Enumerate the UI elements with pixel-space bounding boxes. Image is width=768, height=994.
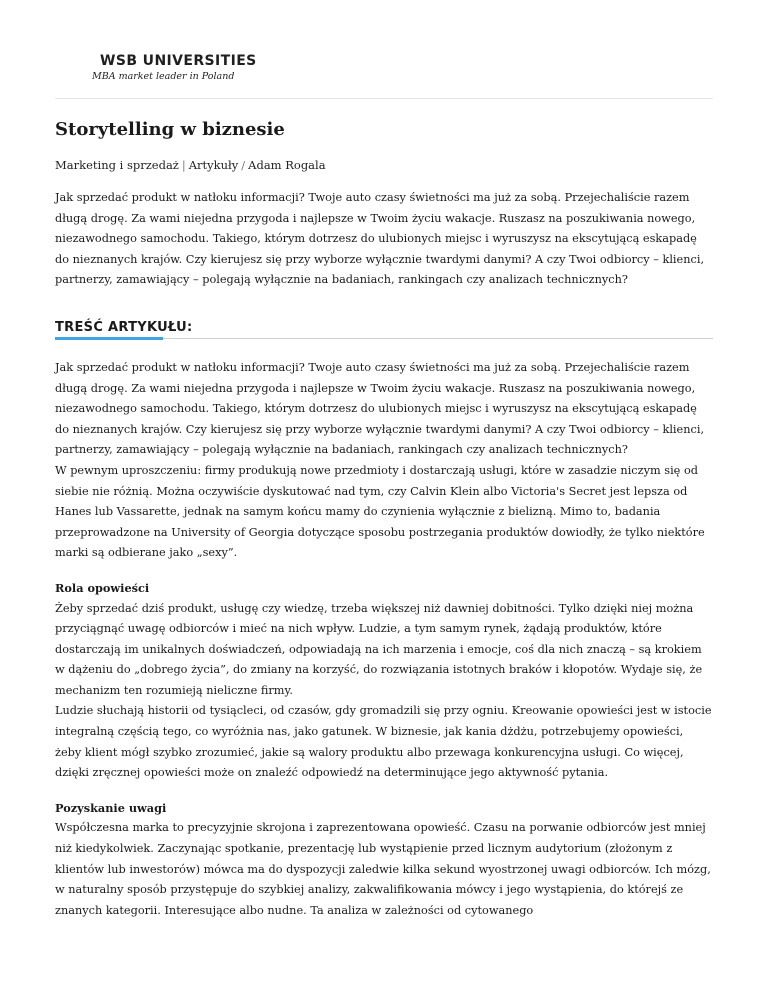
document-page bbox=[55, 0, 713, 921]
body-paragraph: Współczesna marka to precyzyjnie skrojona i zaprezentowana opowieść. Czasu na porwanie odbiorców jest mniej niż kiedykolwiek. Zaczynając spotkanie, prezentację lub wystąpienie przed licznym audytorium (złożonym z klientów lub inwestorów) mówca ma do dyspozycji zaledwie kilka sekund wyostrzonej uwagi odbiorców. Ich mózg, w naturalny sposób przystępuje do szybkiej analizy, zakwalifikowania mówcy i jego wystąpienia, do którejś ze znanych kategorii. Interesujące albo nudne. Ta analiza w zależności od cytowanego bbox=[55, 821, 711, 917]
category-link[interactable]: Marketing i sprzedaż bbox=[55, 158, 179, 172]
section-heading-accent bbox=[55, 337, 163, 340]
brand-tagline: MBA market leader in Poland bbox=[92, 71, 235, 82]
site-header bbox=[55, 0, 713, 99]
article-intro: Jak sprzedać produkt w natłoku informacji? Twoje auto czasy świetności ma już za sobą. Przejechaliście razem długą drogę. Za wami niejedna przygoda i najlepsze w Twoim życiu wakacje. Ruszasz na poszukiwania nowego, niezawodnego samochodu. Takiego, którym dotrzesz do ulubionych miejsc i wyruszysz na ekscytującą eskapadę do nieznanych krajów. Czy kierujesz się przy wyborze wyłącznie twardymi danymi? A czy Twoi odbiorcy – klienci, partnerzy, zamawiający – polegają wyłącznie na badaniach, rankingach czy analizach technicznych? bbox=[55, 191, 705, 287]
author-link[interactable]: Adam Rogala bbox=[248, 158, 326, 172]
body-paragraph: W pewnym uproszczeniu: firmy produkują nowe przedmioty i dostarczają usługi, które w zasadzie niczym się od siebie nie różnią. Można oczywiście dyskutować nad tym, czy Calvin Klein albo Victoria's Secret jest lepsza od Hanes lub Vassarette, jednak na samym końcu mamy do czynienia wyłącznie z bielizną. Mimo to, badania przeprowadzone na University of Georgia dotyczące sposobu postrzegania produktów dowiodły, że tylko niektóre marki są odbierane jako „sexy”. bbox=[55, 463, 705, 560]
body-paragraph: Żeby sprzedać dziś produkt, usługę czy wiedzę, trzeba większej niż dawniej dobitności. Tylko dzięki niej można przyciągnąć uwagę odbiorców i mieć na nich wpływ. Ludzie, a tym samym rynek, żądają produktów, które dostarczają im unikalnych doświadczeń, odpowiadają na ich marzenia i emocje, coś dla nich znaczą – są krokiem w dążeniu do „dobrego życia”, do zmiany na korzyść, do rozwiązania istotnych braków i kłopotów. Wydaje się, że mechanizm ten rozumieją nieliczne firmy. bbox=[55, 601, 703, 697]
subheading: Pozyskanie uwagi bbox=[55, 800, 167, 815]
article-title: Storytelling w biznesie bbox=[55, 119, 285, 140]
body-paragraph: Ludzie słuchają historii od tysiącleci, od czasów, gdy gromadzili się przy ogniu. Kreowanie opowieści jest w istocie integralną częścią tego, co wyróżnia nas, jako gatunek. W biznesie, jak kania dżdżu, potrzebujemy opowieści, żeby klient mógł szybko zrozumieć, jakie są walory produktu albo przewaga konkurencyjna usługi. Co więcej, dzięki zręcznej opowieści może on znaleźć odpowiedź na determinujące jego aktywność pytania. bbox=[55, 704, 712, 780]
article-meta bbox=[55, 157, 713, 173]
section-heading bbox=[55, 318, 713, 339]
subheading: Rola opowieści bbox=[55, 580, 150, 595]
brand-logo[interactable]: WSB UNIVERSITIES bbox=[100, 53, 257, 69]
meta-separator: | bbox=[181, 158, 186, 172]
section-heading-text: TREŚĆ ARTYKUŁU: bbox=[55, 319, 193, 335]
body-paragraph: Jak sprzedać produkt w natłoku informacji? Twoje auto czasy świetności ma już za sobą. Przejechaliście razem długą drogę. Za wami niejedna przygoda i najlepsze w Twoim życiu wakacje. Ruszasz na poszukiwania nowego, niezawodnego samochodu. Takiego, którym dotrzesz do ulubionych miejsc i wyruszysz na ekscytującą eskapadę do nieznanych krajów. Czy kierujesz się przy wyborze wyłącznie twardymi danymi? A czy Twoi odbiorcy – klienci, partnerzy, zamawiający – polegają wyłącznie na badaniach, rankingach czy analizach technicznych? bbox=[55, 360, 705, 457]
type-link[interactable]: Artykuły bbox=[188, 158, 239, 172]
meta-separator: / bbox=[241, 158, 246, 172]
article-body bbox=[55, 358, 713, 921]
